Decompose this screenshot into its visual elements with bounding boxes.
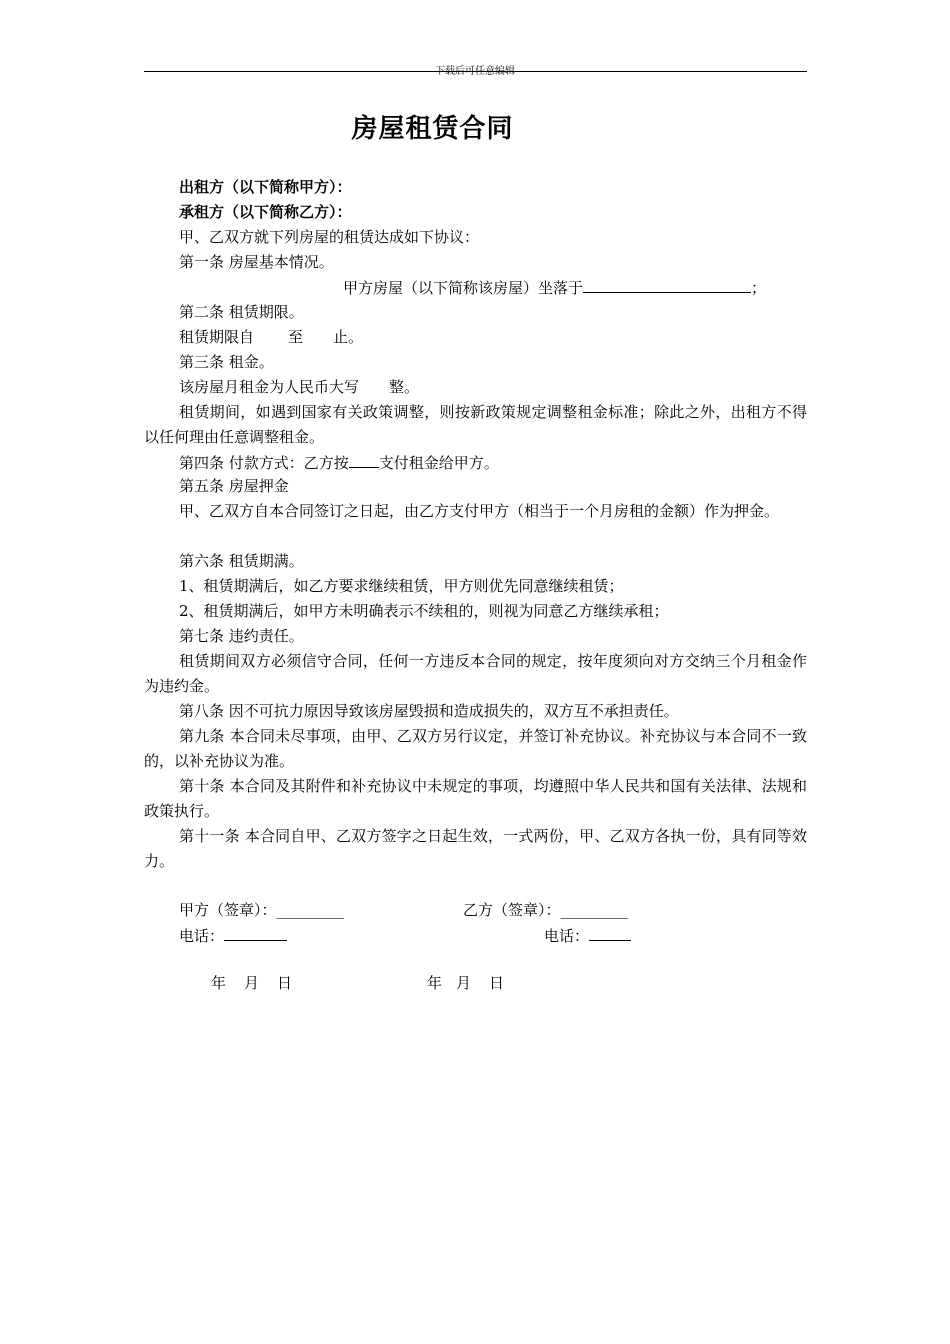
article-7-heading: 第七条 违约责任。	[179, 627, 304, 645]
date-month: 月	[456, 974, 472, 992]
article-1-location	[343, 276, 766, 299]
date-year: 年	[427, 974, 443, 992]
article-2-term	[179, 326, 363, 348]
header-note: 下载后可任意编辑	[435, 66, 515, 77]
term-from: 租赁期限自	[179, 328, 255, 346]
location-blank[interactable]	[583, 276, 751, 293]
date-month: 月	[244, 974, 260, 992]
party-a-signature[interactable]: 甲方（签章）：_________	[179, 901, 345, 919]
article-10: 第十条 本合同及其附件和补充协议中未规定的事项，均遵照中华人民共和国有关法律、法规和政策执行。	[144, 777, 807, 820]
article-3-rent	[179, 376, 419, 398]
party-a-date	[211, 972, 292, 994]
term-to: 至	[288, 328, 304, 346]
party-b-phone-label: 电话：	[544, 927, 590, 945]
article-6-heading: 第六条 租赁期满。	[179, 552, 304, 570]
rent-end: 整。	[389, 378, 420, 396]
term-end: 止。	[333, 328, 364, 346]
article-8: 第八条 因不可抗力原因导致该房屋毁损和造成损失的，双方互不承担责任。	[179, 702, 679, 720]
payment-blank[interactable]	[349, 451, 379, 468]
party-a-phone-label: 电话：	[179, 927, 225, 945]
date-year: 年	[211, 974, 227, 992]
location-end: ；	[751, 279, 767, 297]
party-b-phone-blank[interactable]	[589, 924, 631, 941]
party-b-signature[interactable]: 乙方（签章）：_________	[463, 901, 629, 919]
party-b-phone	[544, 924, 631, 947]
lessee-line: 承租方（以下简称乙方）：	[179, 203, 352, 221]
rent-label: 该房屋月租金为人民币大写	[179, 378, 360, 396]
payment-label: 第四条 付款方式：乙方按	[179, 454, 349, 472]
article-5-heading: 第五条 房屋押金	[179, 477, 289, 495]
article-6-item-2: 2、租赁期满后，如甲方未明确表示不续租的，则视为同意乙方继续承租；	[179, 602, 669, 620]
party-b-date	[427, 972, 504, 994]
article-6-item-1: 1、租赁期满后，如乙方要求继续租赁，甲方则优先同意继续租赁；	[179, 577, 624, 595]
intro-line: 甲、乙双方就下列房屋的租赁达成如下协议：	[179, 228, 480, 246]
article-1-heading: 第一条 房屋基本情况。	[179, 253, 334, 271]
article-4-payment	[179, 451, 499, 474]
lessor-line: 出租方（以下简称甲方）：	[179, 178, 352, 196]
document-title: 房屋租赁合同	[351, 114, 514, 144]
party-a-phone	[179, 924, 287, 947]
article-11: 第十一条 本合同自甲、乙双方签字之日起生效，一式两份，甲、乙双方各执一份，具有同等效力。	[144, 827, 807, 870]
article-5-text: 甲、乙双方自本合同签订之日起，由乙方支付甲方（相当于一个月房租的金额）作为押金。	[179, 502, 780, 520]
article-9: 第九条 本合同未尽事项，由甲、乙双方另行议定，并签订补充协议。补充协议与本合同不一致的，以补充协议为准。	[144, 727, 807, 770]
location-label: 甲方房屋（以下简称该房屋）坐落于	[343, 279, 584, 297]
article-7-text: 租赁期间双方必须信守合同，任何一方违反本合同的规定，按年度须向对方交纳三个月租金作为违约金。	[144, 652, 807, 695]
article-2-heading: 第二条 租赁期限。	[179, 303, 304, 321]
payment-end: 支付租金给甲方。	[378, 454, 499, 472]
header-rule	[144, 71, 807, 72]
party-a-phone-blank[interactable]	[224, 924, 287, 941]
article-3-policy: 租赁期间，如遇到国家有关政策调整，则按新政策规定调整租金标准；除此之外，出租方不得以任何理由任意调整租金。	[144, 403, 807, 446]
article-3-heading: 第三条 租金。	[179, 353, 274, 371]
date-day: 日	[277, 974, 293, 992]
date-day: 日	[489, 974, 505, 992]
